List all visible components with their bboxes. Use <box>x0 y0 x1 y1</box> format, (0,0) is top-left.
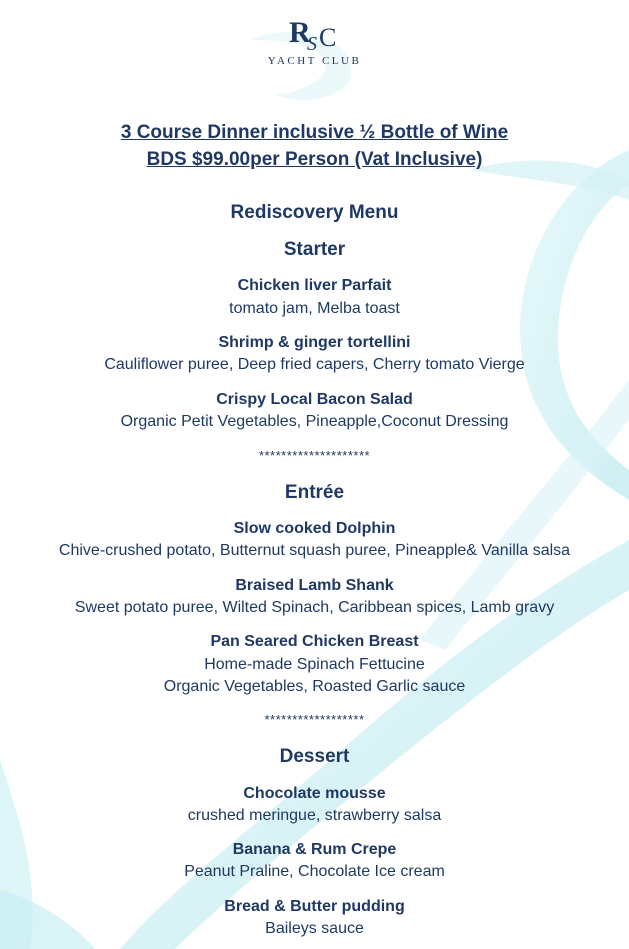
section-heading-entree: Entrée <box>284 482 345 503</box>
dish-name: Slow cooked Dolphin <box>233 520 396 537</box>
dish-description: Organic Vegetables, Roasted Garlic sauce <box>163 678 466 695</box>
dish-description: Organic Petit Vegetables, Pineapple,Coconut Dressing <box>120 413 509 430</box>
dish-description: Sweet potato puree, Wilted Spinach, Caribbean spices, Lamb gravy <box>74 599 555 616</box>
svg-text:R: R <box>288 16 311 49</box>
dish-description: crushed meringue, strawberry salsa <box>187 807 442 824</box>
menu-title: Rediscovery Menu <box>230 202 399 223</box>
dish-name: Braised Lamb Shank <box>235 577 394 594</box>
svg-text:S: S <box>306 33 317 54</box>
dish-description: Baileys sauce <box>265 920 364 937</box>
section-heading-starter: Starter <box>283 239 346 260</box>
logo-text: YACHT CLUB <box>267 55 362 67</box>
dish-name: Bread & Butter pudding <box>224 898 405 915</box>
section-separator: ******************** <box>258 448 371 463</box>
section-separator: ****************** <box>264 712 365 727</box>
dish-description: tomato jam, Melba toast <box>229 300 400 317</box>
offer-line-1: 3 Course Dinner inclusive ½ Bottle of Wine <box>120 122 509 143</box>
offer-line-2: BDS $99.00per Person (Vat Inclusive) <box>146 149 483 170</box>
svg-text:C: C <box>318 23 336 52</box>
dish-name: Chocolate mousse <box>243 785 386 802</box>
dish-name: Banana & Rum Crepe <box>232 841 397 858</box>
dish-name: Pan Seared Chicken Breast <box>210 633 419 650</box>
dish-name: Chicken liver Parfait <box>237 277 392 294</box>
dish-name: Crispy Local Bacon Salad <box>216 391 413 408</box>
dish-description: Peanut Praline, Chocolate Ice cream <box>184 863 445 880</box>
club-logo <box>0 12 629 67</box>
dish-name: Shrimp & ginger tortellini <box>218 334 411 351</box>
dish-description: Cauliflower puree, Deep fried capers, Cherry tomato Vierge <box>104 356 525 373</box>
section-heading-dessert: Dessert <box>279 746 350 767</box>
rsc-monogram-icon <box>285 12 345 54</box>
dish-description: Home-made Spinach Fettucine <box>204 656 425 673</box>
dish-description: Chive-crushed potato, Butternut squash puree, Pineapple& Vanilla salsa <box>58 542 571 559</box>
